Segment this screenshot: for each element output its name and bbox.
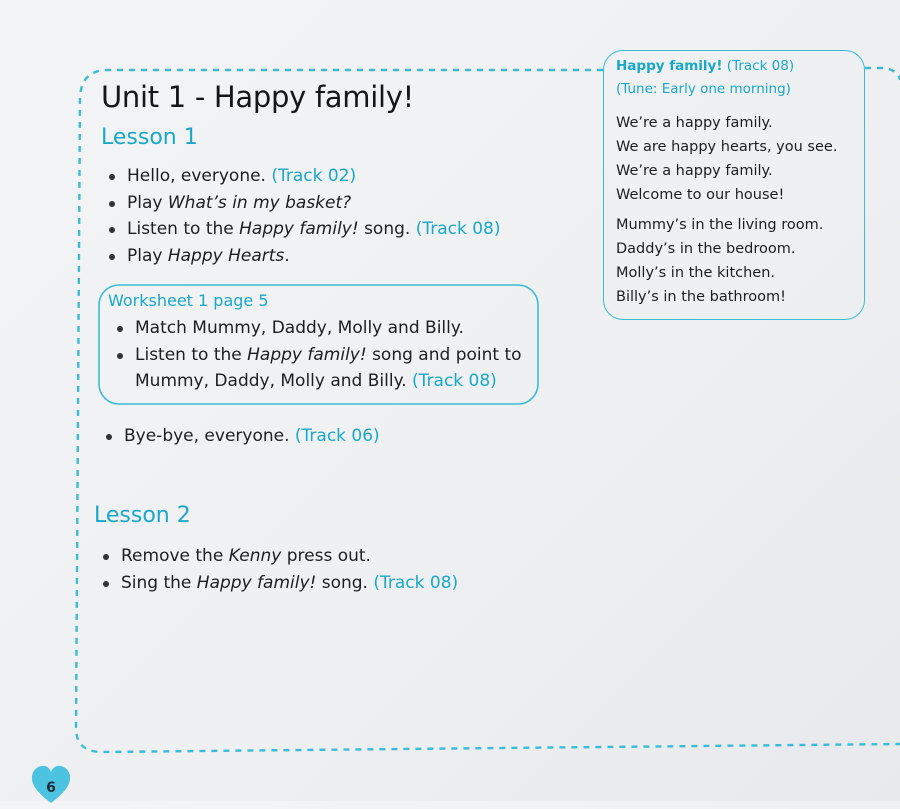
song-title: Happy family! (Track 08) (616, 58, 795, 74)
lesson-1-heading: Lesson 1 (101, 125, 198, 150)
list-item: Remove the Kenny press out. (100, 543, 458, 570)
lesson-2-list (100, 543, 458, 596)
song-tune: (Tune: Early one morning) (616, 81, 791, 97)
list-item: Play Happy Hearts. (106, 243, 501, 270)
list-item: Bye-bye, everyone. (Track 06) (103, 423, 380, 450)
list-item: Sing the Happy family! song. (Track 08) (100, 570, 458, 597)
list-item: Listen to the Happy family! song and point to Mummy, Daddy, Molly and Billy. (Track 08) (114, 342, 522, 395)
lyric-line: Billy’s in the bathroom! (616, 289, 786, 305)
lyric-line: Welcome to our house! (616, 187, 785, 203)
lesson-1-list (106, 163, 501, 269)
track-label: (Track 08) (412, 371, 497, 391)
track-label: (Track 06) (294, 426, 380, 446)
lyric-line: Molly’s in the kitchen. (616, 265, 776, 281)
track-label: (Track 08) (415, 219, 501, 239)
track-label: (Track 08) (373, 572, 459, 593)
lyric-line: We are happy hearts, you see. (616, 139, 838, 155)
lyric-line: Daddy’s in the bedroom. (616, 241, 796, 257)
closing-list (103, 423, 380, 450)
song-verse-1 (616, 111, 837, 207)
page-number-badge (30, 765, 72, 805)
unit-title: Unit 1 - Happy family! (101, 80, 414, 114)
worksheet-title: Worksheet 1 page 5 (108, 291, 269, 310)
list-item: Hello, everyone. (Track 02) (106, 163, 501, 190)
lyric-line: Mummy’s in the living room. (616, 217, 824, 233)
lesson-2-heading: Lesson 2 (94, 503, 191, 528)
list-item: Play What’s in my basket? (106, 190, 501, 217)
page-number: 6 (46, 780, 56, 796)
lyric-line: We’re a happy family. (616, 163, 773, 179)
worksheet-list (114, 315, 522, 395)
song-verse-2 (616, 213, 823, 309)
lyric-line: We’re a happy family. (616, 115, 773, 131)
track-label: (Track 02) (271, 166, 357, 186)
list-item: Listen to the Happy family! song. (Track 08) (106, 216, 501, 243)
list-item: Match Mummy, Daddy, Molly and Billy. (114, 315, 522, 342)
